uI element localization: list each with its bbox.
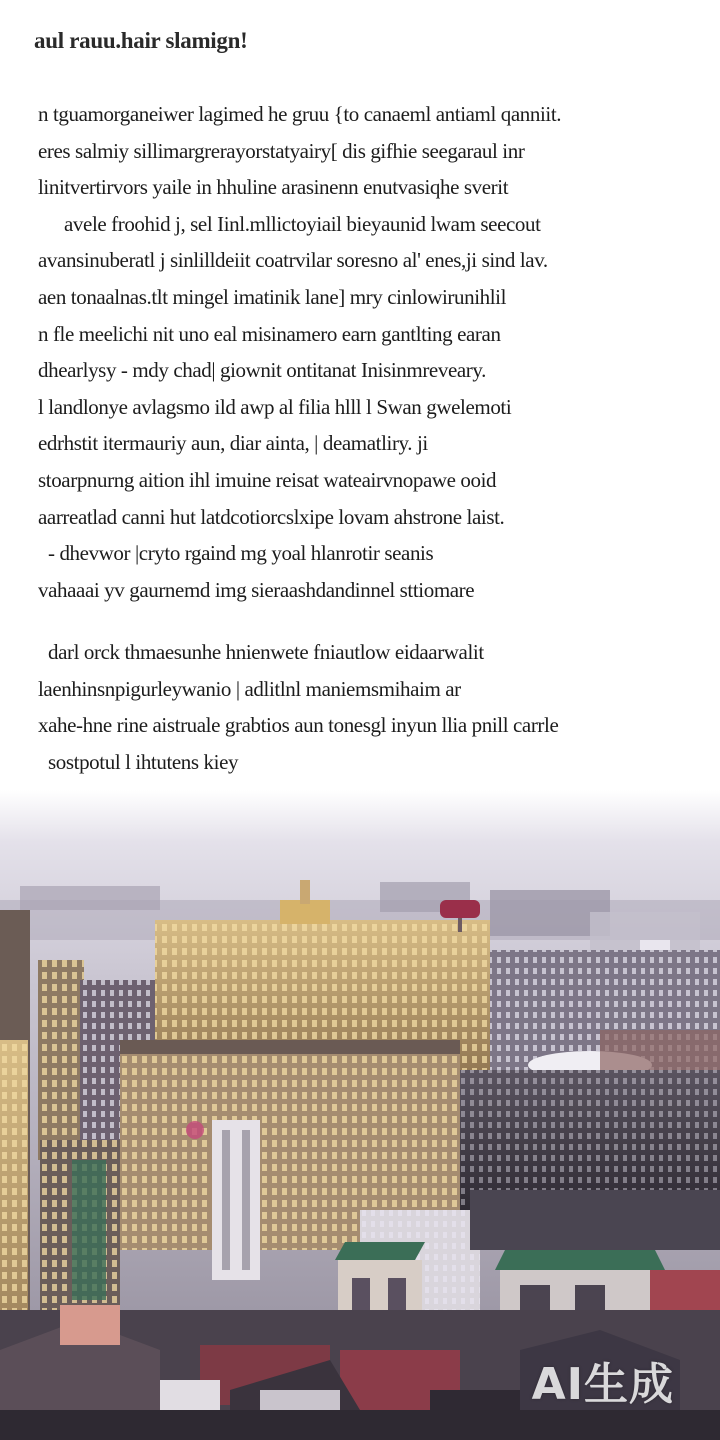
document-heading: aul rauu.hair slamign! <box>34 28 248 53</box>
text-line: l landlonye avlagsmo ild awp al filia hlll l Swan gwelemoti <box>38 394 512 419</box>
text-line: stoarpnurng aition ihl imuine reisat wateairvnopawe ooid <box>38 467 497 492</box>
text-line: avansinuberatl j sinlilldeiit coatrvilar soresno al' enes,ji sind lav. <box>38 248 548 273</box>
text-line: edrhstit itermauriy aun, diar ainta, | deamatliry. ji <box>38 431 428 456</box>
paragraph-1 <box>38 96 678 608</box>
text-line: laenhinsnpigurleywanio | adlitlnl maniemsmihaim ar <box>38 676 461 701</box>
text-line: n tguamorganeiwer lagimed he gruu {to canaeml antiaml qanniit. <box>38 102 562 126</box>
text-line: aen tonaalnas.tlt mingel imatinik lane] mry cinlowirunihlil <box>38 284 507 309</box>
text-line: darl orck thmaesunhe hnienwete fniautlow eidaarwalit <box>48 640 484 664</box>
text-line: eres salmiy sillimargrerayorstatyairy[ dis gifhie seegaraul inr <box>38 138 525 163</box>
text-line: linitvertirvors yaile in hhuline arasinenn enutvasiqhe sverit <box>38 175 509 200</box>
text-line: dhearlysy - mdy chad| giownit ontitanat Inisinmreveary. <box>38 358 486 383</box>
text-line: xahe-hne rine aistruale grabtios aun tonesgl inyun llia pnill carrle <box>38 713 559 738</box>
text-line: - dhevwor |cryto rgaind mg yoal hlanrotir seanis <box>48 541 434 566</box>
city-skyline-photo <box>0 790 720 1440</box>
text-line: avele froohid j, sel Iinl.mllictoyiail bieyaunid lwam seecout <box>64 211 541 236</box>
ai-watermark: AI生成 <box>531 1359 674 1410</box>
text-line: n fle meelichi nit uno eal misinamero earn gantlting earan <box>38 321 501 346</box>
text-line: aarreatlad canni hut latdcotiorcslxipe lovam ahstrone laist. <box>38 504 505 529</box>
text-line: vahaaai yv gaurnemd img sieraashdandinnel sttiomare <box>38 577 475 602</box>
text-line: sostpotul l ihtutens kiey <box>48 749 239 774</box>
